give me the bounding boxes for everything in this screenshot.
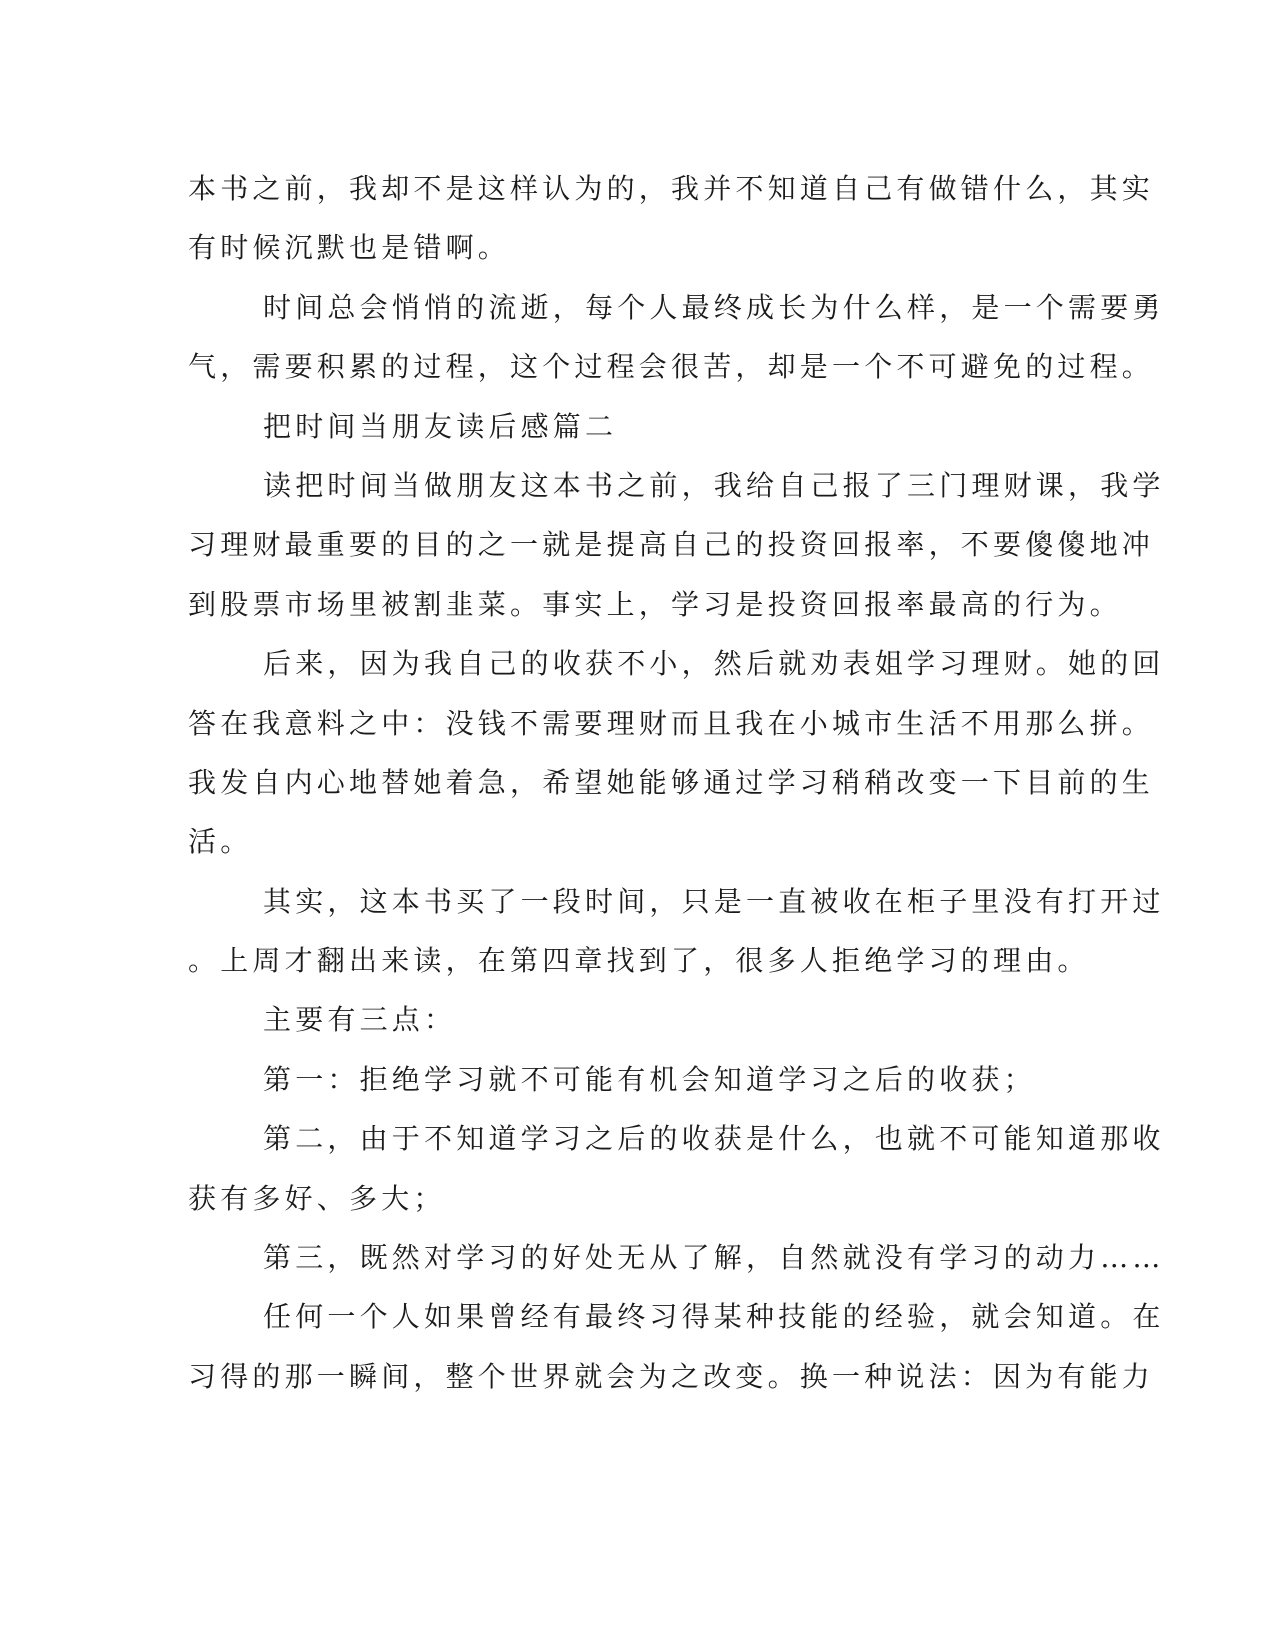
text-line: 获有多好、多大； xyxy=(188,1181,446,1215)
document-body xyxy=(188,159,1165,1406)
text-line: 主要有三点： xyxy=(263,1003,457,1037)
text-line: 习得的那一瞬间，整个世界就会为之改变。换一种说法：因为有能力 xyxy=(188,1359,1155,1393)
text-line: 习理财最重要的目的之一就是提高自己的投资回报率，不要傻傻地冲 xyxy=(188,528,1155,562)
text-line: 答在我意料之中：没钱不需要理财而且我在小城市生活不用那么拼。 xyxy=(188,706,1155,740)
text-line: 气，需要积累的过程，这个过程会很苦，却是一个不可避免的过程。 xyxy=(188,350,1155,384)
text-line: 本书之前，我却不是这样认为的，我并不知道自己有做错什么，其实 xyxy=(188,172,1155,205)
text-line: 任何一个人如果曾经有最终习得某种技能的经验，就会知道。在 xyxy=(263,1300,1165,1334)
text-line: 活。 xyxy=(188,825,253,859)
text-line: 有时候沉默也是错啊。 xyxy=(188,231,511,265)
text-line: 到股票市场里被割韭菜。事实上，学习是投资回报率最高的行为。 xyxy=(188,587,1122,621)
text-line: 我发自内心地替她着急，希望她能够通过学习稍稍改变一下目前的生 xyxy=(188,765,1155,799)
text-line: 其实，这本书买了一段时间，只是一直被收在柜子里没有打开过 xyxy=(263,884,1165,918)
text-line: 第一：拒绝学习就不可能有机会知道学习之后的收获； xyxy=(263,1062,1036,1096)
text-line: 读把时间当做朋友这本书之前，我给自己报了三门理财课，我学 xyxy=(263,468,1165,502)
section-heading: 把时间当朋友读后感篇二 xyxy=(263,409,618,443)
text-line: 。上周才翻出来读，在第四章找到了，很多人拒绝学习的理由。 xyxy=(188,944,1090,978)
text-line: 第二，由于不知道学习之后的收获是什么，也就不可能知道那收 xyxy=(263,1122,1165,1156)
text-line: 第三，既然对学习的好处无从了解，自然就没有学习的动力…… xyxy=(263,1241,1165,1275)
text-line: 后来，因为我自己的收获不小，然后就劝表姐学习理财。她的回 xyxy=(263,647,1165,681)
text-line: 时间总会悄悄的流逝，每个人最终成长为什么样，是一个需要勇 xyxy=(263,290,1165,324)
